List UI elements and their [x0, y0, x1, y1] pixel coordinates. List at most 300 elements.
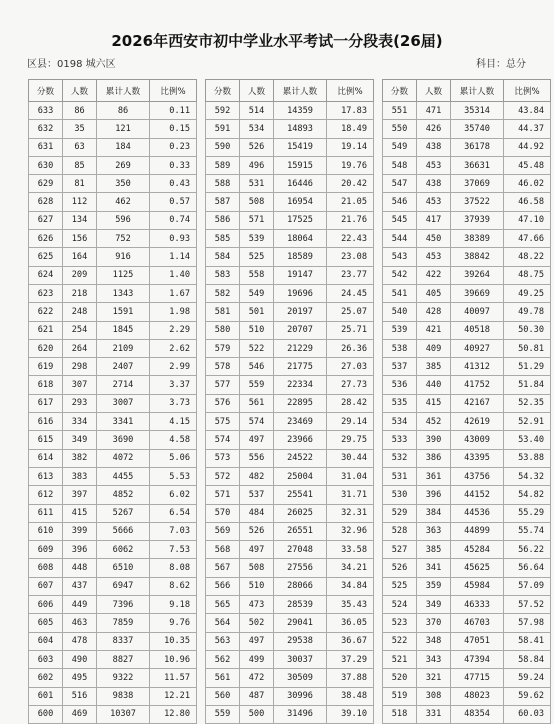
cumulative-cell: 20707 — [274, 321, 327, 339]
count-cell: 438 — [417, 138, 451, 156]
score-cell: 601 — [29, 687, 63, 705]
cumulative-cell: 26551 — [274, 522, 327, 540]
ratio-cell: 35.43 — [327, 596, 374, 614]
ratio-cell: 32.31 — [327, 504, 374, 522]
count-cell: 405 — [417, 284, 451, 302]
count-cell: 370 — [417, 614, 451, 632]
ratio-cell: 29.14 — [327, 413, 374, 431]
cumulative-cell: 30509 — [274, 669, 327, 687]
count-cell: 571 — [240, 211, 274, 229]
cumulative-cell: 44536 — [451, 504, 504, 522]
ratio-cell: 36.67 — [327, 632, 374, 650]
cumulative-cell: 25541 — [274, 486, 327, 504]
score-cell: 623 — [29, 284, 63, 302]
ratio-cell: 47.66 — [504, 230, 551, 248]
cumulative-cell: 30037 — [274, 650, 327, 668]
score-cell: 626 — [29, 230, 63, 248]
count-cell: 440 — [417, 376, 451, 394]
table-row — [29, 596, 197, 614]
table-row — [206, 504, 374, 522]
cumulative-cell: 46333 — [451, 596, 504, 614]
count-cell: 164 — [63, 248, 97, 266]
ratio-cell: 1.40 — [150, 266, 197, 284]
district-label: 区县：0198 城六区 — [27, 59, 116, 70]
ratio-cell: 18.49 — [327, 120, 374, 138]
ratio-cell: 0.93 — [150, 230, 197, 248]
cumulative-cell: 36631 — [451, 156, 504, 174]
score-cell: 603 — [29, 650, 63, 668]
cumulative-cell: 39669 — [451, 284, 504, 302]
cumulative-cell: 916 — [97, 248, 150, 266]
score-cell: 584 — [206, 248, 240, 266]
score-cell: 630 — [29, 156, 63, 174]
ratio-cell: 31.71 — [327, 486, 374, 504]
table-row — [29, 577, 197, 595]
ratio-cell: 9.76 — [150, 614, 197, 632]
ratio-cell: 0.43 — [150, 175, 197, 193]
cumulative-cell: 29041 — [274, 614, 327, 632]
ratio-cell: 7.03 — [150, 522, 197, 540]
cumulative-cell: 48354 — [451, 705, 504, 723]
count-cell: 501 — [240, 303, 274, 321]
table-row — [383, 614, 551, 632]
table-row — [29, 504, 197, 522]
table-row — [206, 541, 374, 559]
ratio-cell: 30.44 — [327, 449, 374, 467]
cumulative-cell: 2109 — [97, 339, 150, 357]
table-row — [383, 230, 551, 248]
table-row — [29, 705, 197, 723]
cumulative-cell: 24522 — [274, 449, 327, 467]
table-row — [383, 120, 551, 138]
header-ratio: 比例% — [504, 80, 551, 102]
count-cell: 343 — [417, 650, 451, 668]
table-row — [383, 413, 551, 431]
ratio-cell: 25.07 — [327, 303, 374, 321]
cumulative-cell: 2714 — [97, 376, 150, 394]
cumulative-cell: 4072 — [97, 449, 150, 467]
cumulative-cell: 40927 — [451, 339, 504, 357]
count-cell: 390 — [417, 431, 451, 449]
page-title: 2026年西安市初中学业水平考试一分段表(26届) — [111, 32, 443, 50]
table-row — [383, 321, 551, 339]
cumulative-cell: 18589 — [274, 248, 327, 266]
score-cell: 588 — [206, 175, 240, 193]
table-row — [383, 156, 551, 174]
count-cell: 334 — [63, 413, 97, 431]
count-cell: 321 — [417, 669, 451, 687]
cumulative-cell: 30996 — [274, 687, 327, 705]
count-cell: 574 — [240, 413, 274, 431]
table-row — [29, 358, 197, 376]
score-cell: 539 — [383, 321, 417, 339]
cumulative-cell: 35740 — [451, 120, 504, 138]
ratio-cell: 51.29 — [504, 358, 551, 376]
count-cell: 487 — [240, 687, 274, 705]
cumulative-cell: 22895 — [274, 394, 327, 412]
cumulative-cell: 37522 — [451, 193, 504, 211]
ratio-cell: 23.08 — [327, 248, 374, 266]
score-cell: 582 — [206, 284, 240, 302]
count-cell: 422 — [417, 266, 451, 284]
cumulative-cell: 47715 — [451, 669, 504, 687]
count-cell: 415 — [63, 504, 97, 522]
cumulative-cell: 86 — [97, 102, 150, 120]
cumulative-cell: 28539 — [274, 596, 327, 614]
subject-label: 科目：总分 — [476, 59, 526, 70]
table-row — [29, 193, 197, 211]
ratio-cell: 12.21 — [150, 687, 197, 705]
count-cell: 497 — [240, 632, 274, 650]
count-cell: 526 — [240, 522, 274, 540]
ratio-cell: 19.14 — [327, 138, 374, 156]
table-row — [29, 522, 197, 540]
ratio-cell: 5.53 — [150, 467, 197, 485]
count-cell: 85 — [63, 156, 97, 174]
ratio-cell: 38.48 — [327, 687, 374, 705]
table-row — [29, 431, 197, 449]
score-cell: 571 — [206, 486, 240, 504]
count-cell: 385 — [417, 541, 451, 559]
cumulative-cell: 121 — [97, 120, 150, 138]
score-cell: 608 — [29, 559, 63, 577]
ratio-cell: 53.40 — [504, 431, 551, 449]
cumulative-cell: 350 — [97, 175, 150, 193]
table-row — [206, 358, 374, 376]
table-row — [383, 504, 551, 522]
table-row — [29, 284, 197, 302]
cumulative-cell: 18064 — [274, 230, 327, 248]
score-cell: 587 — [206, 193, 240, 211]
cumulative-cell: 8337 — [97, 632, 150, 650]
score-cell: 563 — [206, 632, 240, 650]
score-cell: 565 — [206, 596, 240, 614]
cumulative-cell: 37069 — [451, 175, 504, 193]
ratio-cell: 52.91 — [504, 413, 551, 431]
ratio-cell: 59.62 — [504, 687, 551, 705]
cumulative-cell: 31496 — [274, 705, 327, 723]
cumulative-cell: 26025 — [274, 504, 327, 522]
table-row — [206, 614, 374, 632]
table-row — [29, 467, 197, 485]
cumulative-cell: 23966 — [274, 431, 327, 449]
score-cell: 570 — [206, 504, 240, 522]
cumulative-cell: 23469 — [274, 413, 327, 431]
table-row — [206, 705, 374, 723]
ratio-cell: 57.09 — [504, 577, 551, 595]
score-cell: 526 — [383, 559, 417, 577]
table-row — [29, 138, 197, 156]
score-cell: 628 — [29, 193, 63, 211]
cumulative-cell: 2407 — [97, 358, 150, 376]
table-row — [206, 230, 374, 248]
cumulative-cell: 8827 — [97, 650, 150, 668]
count-cell: 537 — [240, 486, 274, 504]
count-cell: 254 — [63, 321, 97, 339]
ratio-cell: 55.74 — [504, 522, 551, 540]
cumulative-cell: 16446 — [274, 175, 327, 193]
count-cell: 448 — [63, 559, 97, 577]
count-cell: 363 — [417, 522, 451, 540]
table-row — [29, 632, 197, 650]
ratio-cell: 9.18 — [150, 596, 197, 614]
count-cell: 508 — [240, 559, 274, 577]
score-cell: 530 — [383, 486, 417, 504]
score-cell: 534 — [383, 413, 417, 431]
table-row — [206, 266, 374, 284]
ratio-cell: 11.57 — [150, 669, 197, 687]
score-cell: 537 — [383, 358, 417, 376]
table-row — [29, 156, 197, 174]
cumulative-cell: 19147 — [274, 266, 327, 284]
table-row — [383, 687, 551, 705]
cumulative-cell: 10307 — [97, 705, 150, 723]
table-row — [206, 376, 374, 394]
table-row — [206, 321, 374, 339]
ratio-cell: 22.43 — [327, 230, 374, 248]
count-cell: 438 — [417, 175, 451, 193]
table-row — [206, 522, 374, 540]
score-cell: 621 — [29, 321, 63, 339]
score-cell: 614 — [29, 449, 63, 467]
ratio-cell: 0.23 — [150, 138, 197, 156]
ratio-cell: 25.71 — [327, 321, 374, 339]
ratio-cell: 33.58 — [327, 541, 374, 559]
score-cell: 616 — [29, 413, 63, 431]
score-cell: 577 — [206, 376, 240, 394]
table-row — [383, 376, 551, 394]
score-cell: 620 — [29, 339, 63, 357]
cumulative-cell: 47051 — [451, 632, 504, 650]
cumulative-cell: 14359 — [274, 102, 327, 120]
ratio-cell: 53.88 — [504, 449, 551, 467]
table-row — [206, 449, 374, 467]
score-cell: 631 — [29, 138, 63, 156]
cumulative-cell: 1591 — [97, 303, 150, 321]
table-row — [383, 248, 551, 266]
score-cell: 548 — [383, 156, 417, 174]
score-cell: 585 — [206, 230, 240, 248]
count-cell: 510 — [240, 577, 274, 595]
cumulative-cell: 462 — [97, 193, 150, 211]
count-cell: 437 — [63, 577, 97, 595]
score-cell: 575 — [206, 413, 240, 431]
ratio-cell: 55.29 — [504, 504, 551, 522]
cumulative-cell: 21775 — [274, 358, 327, 376]
table-row — [383, 284, 551, 302]
header-ratio: 比例% — [150, 80, 197, 102]
table-row — [29, 614, 197, 632]
table-row — [206, 394, 374, 412]
cumulative-cell: 15915 — [274, 156, 327, 174]
ratio-cell: 8.62 — [150, 577, 197, 595]
score-cell: 612 — [29, 486, 63, 504]
cumulative-cell: 41752 — [451, 376, 504, 394]
ratio-cell: 3.37 — [150, 376, 197, 394]
ratio-cell: 20.42 — [327, 175, 374, 193]
ratio-cell: 2.62 — [150, 339, 197, 357]
cumulative-cell: 3690 — [97, 431, 150, 449]
table-row — [206, 650, 374, 668]
ratio-cell: 0.74 — [150, 211, 197, 229]
header-score: 分数 — [29, 80, 63, 102]
count-cell: 449 — [63, 596, 97, 614]
header-count: 人数 — [240, 80, 274, 102]
count-cell: 349 — [417, 596, 451, 614]
header-cumulative: 累计人数 — [274, 80, 327, 102]
score-cell: 610 — [29, 522, 63, 540]
count-cell: 81 — [63, 175, 97, 193]
table-row — [206, 211, 374, 229]
ratio-cell: 6.02 — [150, 486, 197, 504]
table-row — [206, 596, 374, 614]
ratio-cell: 46.58 — [504, 193, 551, 211]
table-row — [29, 541, 197, 559]
cumulative-cell: 14893 — [274, 120, 327, 138]
table-row — [383, 522, 551, 540]
header-row — [383, 80, 551, 102]
table-row — [206, 156, 374, 174]
count-cell: 526 — [240, 138, 274, 156]
count-cell: 500 — [240, 705, 274, 723]
cumulative-cell: 5666 — [97, 522, 150, 540]
table-row — [29, 376, 197, 394]
ratio-cell: 10.35 — [150, 632, 197, 650]
score-cell: 529 — [383, 504, 417, 522]
ratio-cell: 43.84 — [504, 102, 551, 120]
table-row — [29, 303, 197, 321]
table-row — [383, 431, 551, 449]
cumulative-cell: 19696 — [274, 284, 327, 302]
count-cell: 469 — [63, 705, 97, 723]
ratio-cell: 4.15 — [150, 413, 197, 431]
ratio-cell: 4.58 — [150, 431, 197, 449]
table-row — [206, 175, 374, 193]
table-row — [29, 211, 197, 229]
score-cell: 522 — [383, 632, 417, 650]
table-row — [29, 486, 197, 504]
count-cell: 484 — [240, 504, 274, 522]
ratio-cell: 32.96 — [327, 522, 374, 540]
score-cell: 550 — [383, 120, 417, 138]
count-cell: 453 — [417, 248, 451, 266]
count-cell: 546 — [240, 358, 274, 376]
count-cell: 417 — [417, 211, 451, 229]
score-cell: 549 — [383, 138, 417, 156]
ratio-cell: 54.82 — [504, 486, 551, 504]
score-cell: 527 — [383, 541, 417, 559]
ratio-cell: 44.37 — [504, 120, 551, 138]
score-cell: 531 — [383, 467, 417, 485]
score-cell: 562 — [206, 650, 240, 668]
count-cell: 561 — [240, 394, 274, 412]
cumulative-cell: 1125 — [97, 266, 150, 284]
score-cell: 572 — [206, 467, 240, 485]
count-cell: 450 — [417, 230, 451, 248]
cumulative-cell: 48023 — [451, 687, 504, 705]
cumulative-cell: 43395 — [451, 449, 504, 467]
count-cell: 308 — [417, 687, 451, 705]
score-cell: 524 — [383, 596, 417, 614]
table-row — [383, 303, 551, 321]
ratio-cell: 58.84 — [504, 650, 551, 668]
table-row — [206, 248, 374, 266]
score-cell: 618 — [29, 376, 63, 394]
table-row — [383, 577, 551, 595]
score-cell: 532 — [383, 449, 417, 467]
score-cell: 607 — [29, 577, 63, 595]
ratio-cell: 24.45 — [327, 284, 374, 302]
table-row — [383, 541, 551, 559]
cumulative-cell: 9838 — [97, 687, 150, 705]
table-row — [383, 486, 551, 504]
count-cell: 525 — [240, 248, 274, 266]
score-cell: 586 — [206, 211, 240, 229]
count-cell: 463 — [63, 614, 97, 632]
table-row — [29, 248, 197, 266]
table-row — [206, 413, 374, 431]
count-cell: 399 — [63, 522, 97, 540]
cumulative-cell: 15419 — [274, 138, 327, 156]
ratio-cell: 17.83 — [327, 102, 374, 120]
cumulative-cell: 40097 — [451, 303, 504, 321]
score-cell: 611 — [29, 504, 63, 522]
count-cell: 531 — [240, 175, 274, 193]
score-cell: 589 — [206, 156, 240, 174]
table-row — [383, 102, 551, 120]
table-row — [29, 669, 197, 687]
table-row — [206, 577, 374, 595]
count-cell: 482 — [240, 467, 274, 485]
table-row — [383, 632, 551, 650]
ratio-cell: 54.32 — [504, 467, 551, 485]
ratio-cell: 50.81 — [504, 339, 551, 357]
table-row — [206, 632, 374, 650]
cumulative-cell: 42619 — [451, 413, 504, 431]
score-cell: 545 — [383, 211, 417, 229]
score-cell: 544 — [383, 230, 417, 248]
score-cell: 592 — [206, 102, 240, 120]
score-table-3 — [382, 79, 551, 724]
table-row — [29, 559, 197, 577]
score-table-1 — [28, 79, 197, 724]
header-cumulative: 累计人数 — [451, 80, 504, 102]
ratio-cell: 2.99 — [150, 358, 197, 376]
ratio-cell: 46.02 — [504, 175, 551, 193]
cumulative-cell: 38389 — [451, 230, 504, 248]
cumulative-cell: 35314 — [451, 102, 504, 120]
ratio-cell: 8.08 — [150, 559, 197, 577]
count-cell: 472 — [240, 669, 274, 687]
cumulative-cell: 45284 — [451, 541, 504, 559]
cumulative-cell: 41312 — [451, 358, 504, 376]
count-cell: 248 — [63, 303, 97, 321]
count-cell: 496 — [240, 156, 274, 174]
score-cell: 606 — [29, 596, 63, 614]
ratio-cell: 5.06 — [150, 449, 197, 467]
count-cell: 348 — [417, 632, 451, 650]
ratio-cell: 57.98 — [504, 614, 551, 632]
count-cell: 134 — [63, 211, 97, 229]
count-cell: 452 — [417, 413, 451, 431]
count-cell: 382 — [63, 449, 97, 467]
count-cell: 218 — [63, 284, 97, 302]
table-row — [383, 358, 551, 376]
cumulative-cell: 38842 — [451, 248, 504, 266]
ratio-cell: 21.76 — [327, 211, 374, 229]
ratio-cell: 49.25 — [504, 284, 551, 302]
score-cell: 561 — [206, 669, 240, 687]
